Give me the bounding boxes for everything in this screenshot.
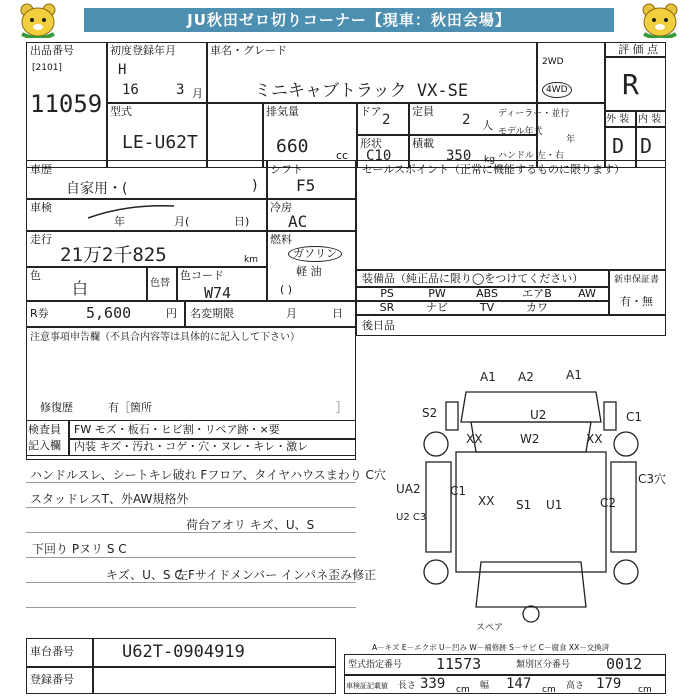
shape-label: 形状 — [360, 137, 382, 150]
load-value: 350 — [446, 148, 472, 164]
warranty-value: 有・無 — [620, 295, 653, 308]
int-label: 内 装 — [638, 114, 662, 125]
note-5: キズ、U、S C — [106, 568, 183, 582]
entry-label: 記入欄 — [28, 439, 61, 452]
disp-unit: cc — [336, 149, 349, 162]
notes-label: 注意事項申告欄（不具合内容等は具体的に記入して下さい） — [30, 332, 300, 343]
load-unit: kg — [484, 155, 495, 165]
reg-label: 初度登録年月 — [110, 44, 176, 57]
mark-w2: W2 — [520, 432, 540, 446]
cap-unit: 人 — [482, 119, 493, 132]
fuel-diesel: 軽 油 — [296, 265, 322, 278]
equipment-row2-1: ナビ — [426, 301, 448, 314]
header — [0, 0, 700, 40]
len-value: 339 — [420, 676, 446, 692]
model-year-unit: 年 — [566, 135, 576, 145]
fuel-paren: ( ) — [280, 283, 293, 296]
drive-4wd: 4WD — [542, 82, 572, 98]
inspection-line2: 内装 キズ・汚れ・コゲ・穴・ヌレ・キレ・激レ — [74, 440, 309, 453]
recycle-unit: 円 — [166, 307, 177, 320]
car-diagram — [396, 362, 666, 632]
reg-month: 3 — [176, 82, 185, 98]
mark-xx1: XX — [466, 432, 483, 446]
note-4: 下回り Pヌリ S C — [32, 542, 127, 556]
ac-label: 冷房 — [270, 201, 292, 214]
recycle-label: R券 — [30, 307, 49, 320]
shift-label: シフト — [270, 163, 303, 176]
model-label: 型式 — [110, 105, 132, 118]
recycle-value: 5,600 — [86, 304, 132, 322]
mark-s2: S2 — [422, 406, 438, 420]
warranty-label: 新車保証書 — [614, 275, 660, 285]
mark-c2: C2 — [600, 496, 617, 510]
chassis-label: 車台番号 — [30, 645, 74, 658]
equipment-row1-3: エアB — [522, 287, 552, 300]
name-change-day: 日 — [332, 307, 343, 320]
bear-mascot-icon — [18, 2, 58, 38]
wid-label: 幅 — [480, 681, 490, 691]
mark-c1b: C1 — [450, 484, 467, 498]
repair-close: ］ — [336, 401, 347, 414]
class-label: 類別区分番号 — [516, 660, 571, 670]
sales-block — [356, 160, 666, 270]
page-title: JU秋田ゼロ切りコーナー【現車：秋田会場】 — [84, 8, 614, 32]
cap-label: 定員 — [412, 105, 434, 118]
handle-label: ハンドル 左・右 — [498, 151, 564, 161]
fuel-gas: ガソリン — [288, 246, 342, 262]
note-2: スタッドレスT、外AW規格外 — [30, 492, 189, 506]
equipment-row2-3: カワ — [526, 301, 548, 314]
doors-value: 2 — [382, 112, 391, 128]
reg-no-label: 登録番号 — [30, 673, 74, 686]
history-value: 自家用・( — [66, 181, 128, 197]
type-no-value: 11573 — [436, 655, 482, 673]
mark-u2c3: U2 C3 — [396, 512, 427, 523]
postscript-label: 後日品 — [362, 319, 395, 332]
disp-label: 排気量 — [266, 105, 299, 118]
inspect-year: 年 — [114, 215, 125, 228]
lot-sub: [2101] — [32, 63, 62, 73]
hgt-label: 高さ — [566, 681, 585, 691]
spare-label: スペア — [476, 623, 504, 633]
mark-u1: U1 — [546, 498, 563, 512]
mark-s1: S1 — [516, 498, 532, 512]
chassis-value: U62T-0904919 — [122, 642, 245, 662]
reg-month-unit: 月 — [192, 87, 203, 100]
class-value: 0012 — [606, 655, 643, 673]
ext-label: 外 装 — [606, 114, 630, 125]
lot-label: 出品番号 — [30, 44, 74, 57]
strike-mark — [86, 202, 176, 222]
ext-value: D — [612, 134, 625, 158]
color-swatch: 色替 — [150, 278, 170, 289]
equipment-row2-0: SR — [379, 301, 395, 314]
inspect-label: 車検 — [30, 201, 52, 214]
equipment-row1-2: ABS — [476, 287, 498, 300]
model-value: LE-U62T — [122, 132, 198, 153]
equipment-row1-1: PW — [428, 287, 446, 300]
inspection-line1: FW モズ・板石・ヒビ割・リペア跡・×要 — [74, 423, 280, 436]
color-code-label: 色コード — [180, 269, 224, 282]
fuel-label: 燃料 — [270, 233, 292, 246]
mark-u2: U2 — [530, 408, 547, 422]
repair-label: 修復歴 — [40, 401, 73, 414]
len-unit: cm — [456, 685, 470, 695]
dealer-label: ディーラー・並行 — [498, 109, 570, 119]
shape-value: C10 — [366, 148, 392, 164]
model-year-label: モデル年式 — [498, 127, 543, 137]
mark-xx3: XX — [478, 494, 495, 508]
bear-mascot-icon — [640, 2, 680, 38]
name-label: 車名・グレード — [210, 44, 287, 57]
reg-era: H — [118, 62, 127, 78]
wid-unit: cm — [542, 685, 556, 695]
equipment-label: 装備品（純正品に限り◯をつけてください） — [362, 272, 584, 285]
cap-value: 2 — [462, 112, 471, 128]
color-value: 白 — [72, 279, 89, 298]
mileage-unit: km — [244, 255, 258, 265]
reg-year: 16 — [122, 82, 139, 98]
color-code-value: W74 — [204, 284, 232, 302]
legend: A－キズ E－エクボ U－凹み W－補修跡 S－サビ C－腐食 XX－交換済 — [372, 643, 610, 652]
mark-c1: C1 — [626, 410, 643, 424]
inspect-month: 月( — [174, 215, 190, 228]
note-6: 左Fサイドメンバー インパネ歪み修正 — [176, 568, 377, 582]
type-no-label: 型式指定番号 — [348, 660, 403, 670]
ac-value: AC — [288, 212, 308, 231]
wid-value: 147 — [506, 676, 532, 692]
equipment-row1-0: PS — [380, 287, 394, 300]
score-value: R — [622, 68, 639, 101]
mileage-label: 走行 — [30, 233, 52, 246]
name-value: ミニキャブトラック VX-SE — [254, 81, 469, 101]
int-value: D — [640, 134, 653, 158]
mileage-value: 21万2千825 — [60, 244, 167, 266]
mark-a1: A1 — [480, 370, 496, 384]
auction-sheet — [26, 42, 666, 694]
dims-label: 車検証記載値 — [346, 682, 388, 690]
score-label: 評 価 点 — [618, 43, 658, 56]
disp-value: 660 — [276, 136, 309, 157]
lot-number: 11059 — [30, 90, 103, 118]
hgt-value: 179 — [596, 676, 622, 692]
sales-label: セールスポイント（正常に機能するものに限ります） — [362, 163, 626, 176]
drive-2wd: 2WD — [542, 57, 564, 67]
note-3: 荷台アオリ キズ、U、S — [186, 518, 315, 532]
inspect-day: 日) — [234, 215, 250, 228]
mark-a2: A2 — [518, 370, 534, 384]
repair-yes: 有［箇所 — [108, 401, 152, 414]
name-change-month: 月 — [286, 307, 297, 320]
load-label: 積載 — [412, 137, 434, 150]
mark-a1b: A1 — [566, 368, 582, 382]
name-change-label: 名変期限 — [190, 307, 234, 320]
equipment-row1-4: AW — [578, 287, 596, 300]
shift-value: F5 — [296, 176, 316, 195]
equipment-row2-2: TV — [479, 301, 495, 314]
note-1: ハンドルスレ、シートキレ破れ Fフロア、タイヤハウスまわり C穴 — [30, 468, 386, 482]
history-close: ) — [252, 178, 258, 194]
inspector-label: 検査員 — [28, 423, 61, 436]
history-label: 車歴 — [30, 163, 52, 176]
len-label: 長さ — [398, 681, 417, 691]
mark-c3: C3穴 — [638, 472, 667, 486]
doors-label: ドア — [360, 105, 382, 118]
mark-ua2: UA2 — [396, 482, 421, 496]
hgt-unit: cm — [638, 685, 652, 695]
color-label: 色 — [30, 269, 41, 282]
mark-xx2: XX — [586, 432, 603, 446]
